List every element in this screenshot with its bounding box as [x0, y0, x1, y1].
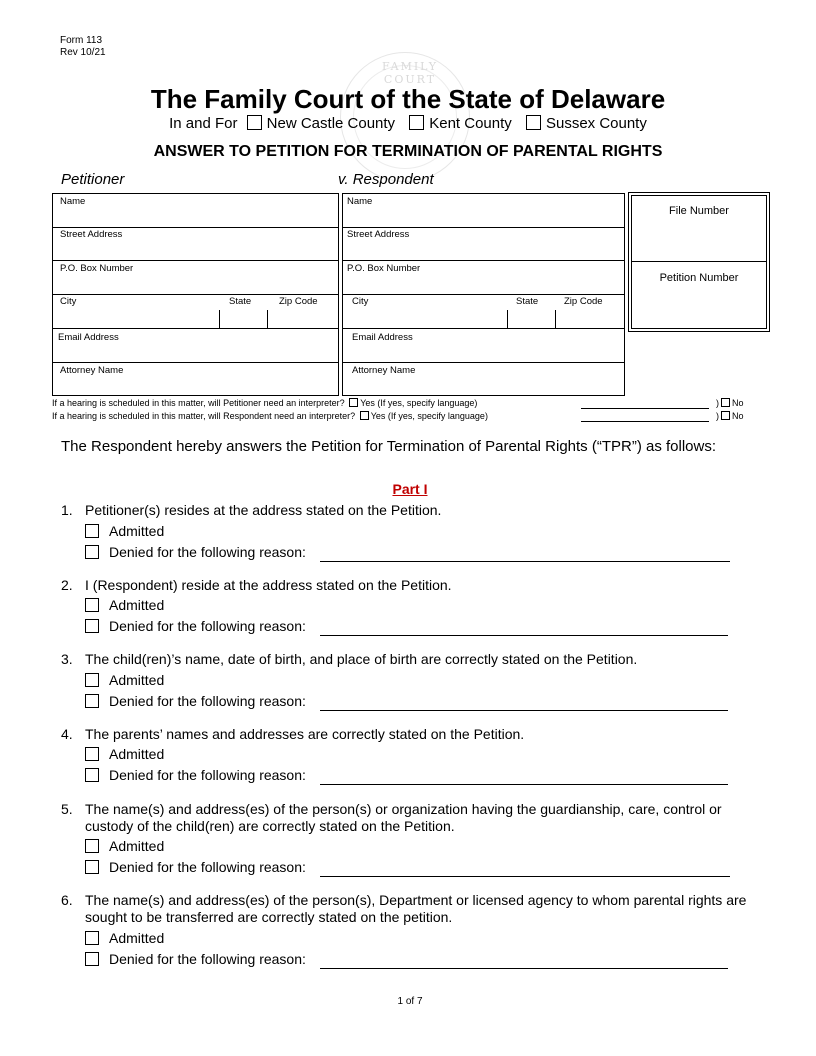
petitioner-street-field[interactable]: Street Address: [60, 229, 123, 240]
q4-admitted-checkbox[interactable]: [85, 747, 99, 761]
denied-label: Denied for the following reason:: [109, 693, 306, 709]
respondent-interpreter-yes-checkbox[interactable]: [360, 411, 369, 420]
denied-label: Denied for the following reason:: [109, 859, 306, 875]
denied-label: Denied for the following reason:: [109, 618, 306, 634]
petitioner-interpreter-no-checkbox[interactable]: [721, 398, 730, 407]
question-4: [61, 726, 761, 743]
admitted-label: Admitted: [109, 672, 165, 688]
q3-reason-input[interactable]: [320, 710, 728, 711]
admitted-label: Admitted: [109, 930, 165, 946]
petitioner-attorney-field[interactable]: Attorney Name: [60, 365, 124, 376]
new-castle-checkbox[interactable]: [247, 115, 262, 130]
respondent-interpreter-no-label: No: [732, 411, 744, 421]
q6-reason-input[interactable]: [320, 968, 728, 969]
q4-denied-checkbox[interactable]: [85, 768, 99, 782]
denied-label: Denied for the following reason:: [109, 951, 306, 967]
new-castle-label: New Castle County: [266, 115, 396, 132]
file-number-field[interactable]: File Number: [669, 205, 729, 217]
petitioner-interpreter-no: [716, 398, 744, 409]
in-and-for-label: In and For: [169, 115, 238, 132]
q1-reason-input[interactable]: [320, 561, 730, 562]
question-6: [61, 892, 761, 926]
admitted-label: Admitted: [109, 523, 165, 539]
petitioner-city-field[interactable]: City: [60, 296, 77, 307]
petitioner-state-field[interactable]: State: [229, 296, 252, 307]
denied-label: Denied for the following reason:: [109, 544, 306, 560]
petitioner-interpreter-yes-checkbox[interactable]: [349, 398, 358, 407]
part-heading: Part I: [392, 481, 428, 497]
page-title: The Family Court of the State of Delaware: [150, 84, 666, 114]
q2-admitted-checkbox[interactable]: [85, 598, 99, 612]
q3-denied-option: [85, 693, 306, 710]
q1-denied-option: [85, 544, 306, 561]
respondent-interpreter-yes-label: Yes (If yes, specify language): [370, 411, 488, 421]
paren-close: ): [716, 411, 719, 421]
respondent-street-field[interactable]: Street Address: [347, 229, 410, 240]
respondent-email-field[interactable]: Email Address: [352, 332, 413, 343]
question-number: 3.: [61, 651, 73, 667]
q2-admitted-option: [85, 597, 164, 614]
petitioner-heading: Petitioner: [61, 171, 125, 188]
intro-paragraph: The Respondent hereby answers the Petition for Termination of Parental Rights (“TPR”) as follows:: [61, 438, 717, 455]
q1-admitted-checkbox[interactable]: [85, 524, 99, 538]
respondent-interpreter-row: [52, 411, 488, 422]
q5-denied-option: [85, 859, 306, 876]
kent-label: Kent County: [429, 115, 512, 132]
q5-admitted-checkbox[interactable]: [85, 839, 99, 853]
respondent-pobox-field[interactable]: P.O. Box Number: [347, 263, 421, 274]
q3-denied-checkbox[interactable]: [85, 694, 99, 708]
petitioner-interpreter-no-label: No: [732, 398, 744, 408]
paren-close: ): [716, 398, 719, 408]
q4-admitted-option: [85, 746, 164, 763]
question-number: 5.: [61, 801, 73, 817]
question-3: [61, 651, 761, 668]
respondent-heading: v. Respondent: [338, 171, 434, 188]
respondent-interpreter-no: [716, 411, 744, 422]
question-text: The name(s) and address(es) of the person(s), Department or licensed agency to whom parental rights are sought to be transferred are correctly stated on the petition.: [85, 892, 747, 925]
q6-denied-checkbox[interactable]: [85, 952, 99, 966]
q2-denied-checkbox[interactable]: [85, 619, 99, 633]
question-1: [61, 502, 761, 519]
q6-denied-option: [85, 951, 306, 968]
question-text: I (Respondent) reside at the address stated on the Petition.: [85, 577, 452, 593]
q5-reason-input[interactable]: [320, 876, 730, 877]
question-number: 6.: [61, 892, 73, 908]
q6-admitted-option: [85, 930, 164, 947]
petitioner-interpreter-row: [52, 398, 477, 409]
respondent-language-input[interactable]: [581, 421, 709, 422]
question-text: The name(s) and address(es) of the person(s) or organization having the guardianship, care, control or custody of the child(ren) are correctly stated on the Petition.: [85, 801, 722, 834]
admitted-label: Admitted: [109, 597, 165, 613]
q4-denied-option: [85, 767, 306, 784]
q5-denied-checkbox[interactable]: [85, 860, 99, 874]
admitted-label: Admitted: [109, 838, 165, 854]
form-number: [60, 35, 106, 59]
question-2: [61, 577, 761, 594]
respondent-city-field[interactable]: City: [352, 296, 369, 307]
q2-denied-option: [85, 618, 306, 635]
respondent-attorney-field[interactable]: Attorney Name: [352, 365, 416, 376]
q1-denied-checkbox[interactable]: [85, 545, 99, 559]
form-number-text: Form 113: [60, 35, 103, 46]
petitioner-zip-field[interactable]: Zip Code: [279, 296, 318, 307]
seal-text: FAMILY COURT: [381, 60, 439, 86]
sussex-label: Sussex County: [545, 115, 647, 132]
petition-number-field[interactable]: Petition Number: [659, 272, 739, 284]
q3-admitted-checkbox[interactable]: [85, 673, 99, 687]
petitioner-email-field[interactable]: Email Address: [58, 332, 119, 343]
petitioner-pobox-field[interactable]: P.O. Box Number: [60, 263, 134, 274]
petitioner-language-input[interactable]: [581, 408, 709, 409]
petitioner-name-field[interactable]: Name: [60, 196, 86, 207]
form-revision: Rev 10/21: [60, 47, 106, 58]
denied-label: Denied for the following reason:: [109, 767, 306, 783]
question-text: The child(ren)’s name, date of birth, and place of birth are correctly stated on the Petition.: [85, 651, 638, 667]
question-number: 1.: [61, 502, 73, 518]
petitioner-interpreter-question: If a hearing is scheduled in this matter, will Petitioner need an interpreter?: [52, 398, 345, 408]
respondent-interpreter-no-checkbox[interactable]: [721, 411, 730, 420]
q5-admitted-option: [85, 838, 164, 855]
q4-reason-input[interactable]: [320, 784, 728, 785]
respondent-state-field[interactable]: State: [516, 296, 539, 307]
q1-admitted-option: [85, 523, 164, 540]
question-number: 2.: [61, 577, 73, 593]
respondent-name-field[interactable]: Name: [347, 196, 373, 207]
question-text: Petitioner(s) resides at the address stated on the Petition.: [85, 502, 442, 518]
county-selector: [0, 115, 816, 132]
question-number: 4.: [61, 726, 73, 742]
respondent-interpreter-question: If a hearing is scheduled in this matter, will Respondent need an interpreter?: [52, 411, 356, 421]
respondent-zip-field[interactable]: Zip Code: [564, 296, 603, 307]
q6-admitted-checkbox[interactable]: [85, 931, 99, 945]
form-subtitle: ANSWER TO PETITION FOR TERMINATION OF PARENTAL RIGHTS: [153, 143, 663, 160]
q2-reason-input[interactable]: [320, 635, 728, 636]
admitted-label: Admitted: [109, 746, 165, 762]
question-5: [61, 801, 761, 835]
page-number: 1 of 7: [397, 996, 423, 1007]
petitioner-interpreter-yes-label: Yes (If yes, specify language): [360, 398, 478, 408]
kent-checkbox[interactable]: [409, 115, 424, 130]
question-text: The parents’ names and addresses are correctly stated on the Petition.: [85, 726, 525, 742]
q3-admitted-option: [85, 672, 164, 689]
sussex-checkbox[interactable]: [526, 115, 541, 130]
